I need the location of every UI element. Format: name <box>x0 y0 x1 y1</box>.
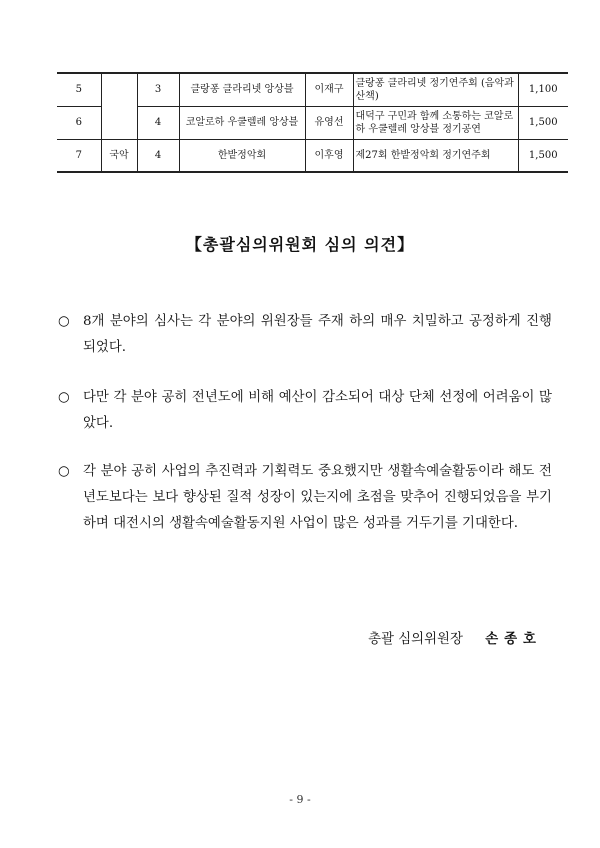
count-cell: 3 <box>137 73 179 106</box>
count-cell: 4 <box>137 106 179 139</box>
project-name: 제27회 한밭정악회 정기연주회 <box>353 139 518 172</box>
circle-bullet-icon: ○ <box>58 390 70 405</box>
circle-bullet-icon: ○ <box>58 464 70 479</box>
opinion-paragraph <box>58 309 552 361</box>
count-cell: 4 <box>137 139 179 172</box>
row-number: 5 <box>57 73 101 106</box>
table-row <box>57 73 568 106</box>
leader-name: 이후영 <box>305 139 353 172</box>
group-name: 한밭정악회 <box>179 139 305 172</box>
opinion-paragraph <box>58 459 552 537</box>
grant-table <box>57 72 568 173</box>
field-cell: 국악 <box>101 139 137 172</box>
field-cell <box>101 73 137 139</box>
signature-block <box>368 628 542 647</box>
paragraph-text: 각 분야 공히 사업의 추진력과 기획력도 중요했지만 생활속예술활동이라 해도 전년도보다는 보다 향상된 질적 성장이 있는지에 초점을 맞추어 진행되었음을 부기하며 대전시의 생활속예술활동지원 사업이 많은 성과를 거두기를 기대한다. <box>83 464 552 531</box>
paragraph-text: 8개 분야의 심사는 각 분야의 위원장들 주재 하의 매우 치밀하고 공정하게 진행되었다. <box>83 314 552 355</box>
amount-cell: 1,100 <box>518 73 568 106</box>
opinion-paragraph <box>58 385 552 437</box>
signature-role: 총괄 심의위원장 <box>368 632 463 647</box>
table-row <box>57 139 568 172</box>
amount-cell: 1,500 <box>518 106 568 139</box>
circle-bullet-icon: ○ <box>58 314 70 329</box>
paragraph-text: 다만 각 분야 공히 전년도에 비해 예산이 감소되어 대상 단체 선정에 어려움이 많았다. <box>83 390 552 431</box>
row-number: 7 <box>57 139 101 172</box>
page-number: - 9 - <box>289 793 311 806</box>
leader-name: 이재구 <box>305 73 353 106</box>
row-number: 6 <box>57 106 101 139</box>
leader-name: 유영선 <box>305 106 353 139</box>
group-name: 클랑퐁 클라리넷 앙상블 <box>179 73 305 106</box>
signature-name: 손종호 <box>485 632 542 647</box>
project-name: 클랑퐁 클라리넷 정기연주회 (음악과 산책) <box>353 73 518 106</box>
project-name: 대덕구 구민과 함께 소통하는 코알로하 우쿨렐레 앙상블 정기공연 <box>353 106 518 139</box>
group-name: 코알로하 우쿨렐레 앙상블 <box>179 106 305 139</box>
amount-cell: 1,500 <box>518 139 568 172</box>
section-title: 【총괄심의위원회 심의 의견】 <box>185 235 415 254</box>
